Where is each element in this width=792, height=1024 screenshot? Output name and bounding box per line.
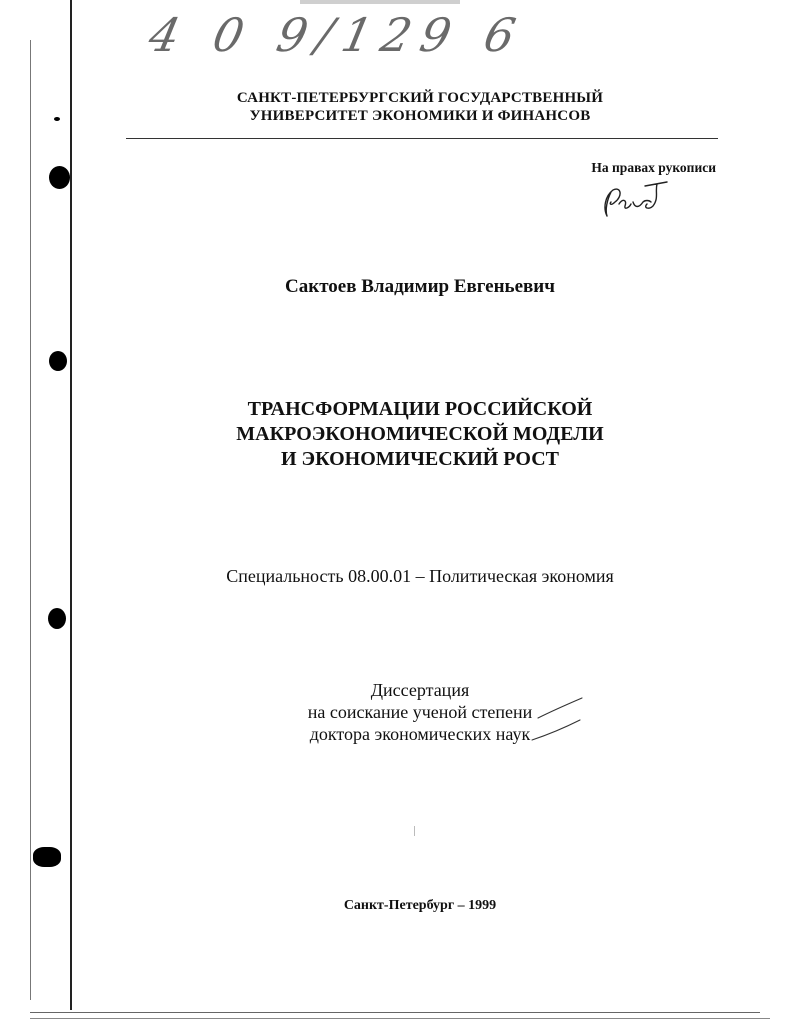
punch-hole-4 (33, 847, 61, 867)
handwritten-inventory-number: 4 0 9/129 6 (144, 8, 530, 62)
university-line-2: УНИВЕРСИТЕТ ЭКОНОМИКИ И ФИНАНСОВ (249, 108, 591, 124)
degree-line-3: доктора экономических наук (309, 724, 531, 744)
dissertation-title (150, 397, 690, 472)
author-name: Сактоев Владимир Евгеньевич (285, 276, 555, 297)
punch-hole-3 (48, 608, 66, 629)
city-and-year: Санкт-Петербург – 1999 (343, 898, 497, 913)
punch-hole-1 (49, 166, 70, 189)
header-rule (126, 138, 718, 139)
specialty: Специальность 08.00.01 – Политическая экономия (226, 566, 614, 586)
scan-bottom-edge-line (30, 1012, 760, 1013)
title-line-2: МАКРОЭКОНОМИЧЕСКОЙ МОДЕЛИ (236, 423, 604, 445)
university-line-1: САНКТ-ПЕТЕРБУРГСКИЙ ГОСУДАРСТВЕННЫЙ (236, 90, 604, 106)
punch-mark-small (54, 117, 60, 121)
scan-top-edge (300, 0, 460, 4)
degree-line-2: на соискание ученой степени (307, 702, 533, 722)
punch-hole-2 (49, 351, 67, 371)
handwritten-signature (597, 178, 677, 223)
scan-left-edge-line (30, 40, 31, 1000)
scan-binding-line (70, 0, 72, 1010)
scan-bottom-edge-line-2 (30, 1018, 770, 1019)
scan-speck (414, 826, 415, 836)
manuscript-rights-note: На правах рукописи (591, 160, 716, 175)
title-line-1: ТРАНСФОРМАЦИИ РОССИЙСКОЙ (247, 398, 593, 420)
pen-strike-marks (520, 690, 600, 750)
title-line-3: И ЭКОНОМИЧЕСКИЙ РОСТ (281, 448, 559, 470)
university-name (190, 89, 650, 125)
degree-line-1: Диссертация (370, 680, 470, 700)
